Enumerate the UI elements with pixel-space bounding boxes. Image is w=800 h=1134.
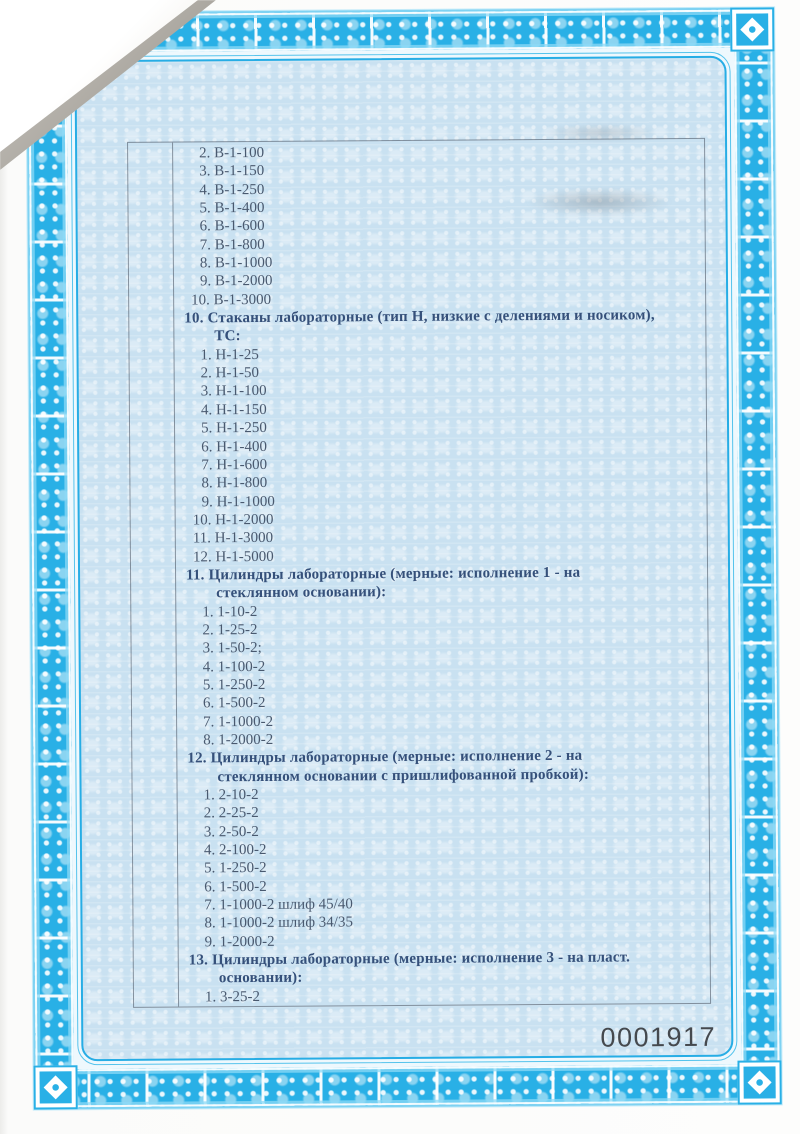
heading-line: 11. Цилиндры лабораторные (мерные: исполнение 1 - на	[186, 564, 581, 584]
list-item-line: 7. Н-1-600	[201, 456, 268, 474]
list-item-line: 12. Н-1-5000	[192, 548, 274, 566]
list-item-line: 1. Н-1-25	[200, 346, 259, 364]
list-item-line: 6. Н-1-400	[201, 438, 268, 455]
list-item-line: 4. 2-100-2	[203, 842, 267, 859]
ornament-corner-top-right-icon	[730, 7, 774, 51]
certificate-border-frame	[26, 7, 782, 1109]
heading-line: ТС:	[214, 328, 241, 345]
list-item-line: 8. 1-2000-2	[203, 731, 274, 749]
ornament-corner-bottom-right-icon	[737, 1060, 781, 1104]
list-item-line: 2. В-1-100	[199, 144, 265, 162]
list-item-line: 9. 1-2000-2	[204, 933, 275, 951]
list-item-line: 9. В-1-2000	[199, 273, 273, 290]
ornament-band-bottom	[36, 1064, 780, 1107]
list-item-line: 3. В-1-150	[199, 163, 265, 180]
list-item-line: 7. 1-1000-2 шлиф 45/40	[204, 896, 353, 914]
list-item-line: 6. 1-500-2	[202, 695, 266, 712]
list-item-line: 3. 1-50-2;	[202, 640, 262, 657]
list-item-line: 4. Н-1-150	[200, 401, 267, 419]
list-item-line: 8. 1-1000-2 шлиф 34/35	[204, 914, 354, 932]
list-item-line: 8. Н-1-800	[201, 475, 268, 492]
serial-number: 0001917	[600, 1021, 717, 1053]
list-item-line: 11. Н-1-3000	[192, 530, 274, 547]
list-item-line: 2. Н-1-50	[200, 365, 260, 382]
list-item-line: 4. 1-100-2	[202, 658, 266, 676]
list-item-line: 3. 2-50-2	[203, 823, 259, 841]
list-item-line: 3. Н-1-100	[200, 383, 267, 400]
heading-line: 12. Цилиндры лабораторные (мерные: исполнение 2 - на	[187, 748, 583, 767]
list-item-line: 1. 1-10-2	[202, 603, 258, 620]
ornament-band-right	[734, 9, 780, 1102]
table-left-column	[128, 143, 179, 1007]
ornament-corner-bottom-left-icon	[33, 1065, 77, 1109]
list-item-line: 10. В-1-3000	[191, 291, 272, 309]
list-item-line: 4. В-1-250	[199, 181, 265, 199]
list-item-line: 7. В-1-800	[199, 236, 265, 254]
list-item-line: 6. 1-500-2	[204, 878, 267, 896]
list-item-line: 8. В-1-1000	[199, 254, 273, 272]
list-item-line: 9. Н-1-1000	[201, 493, 275, 510]
heading-line: 13. Цилиндры лабораторные (мерные: исполнение 3 - на пласт.	[188, 949, 631, 969]
list-item-line: 6. В-1-600	[199, 218, 265, 235]
heading-line: основании):	[218, 970, 303, 987]
heading-line: стеклянном основании):	[216, 584, 387, 602]
list-item-line: 7. 1-1000-2	[203, 713, 274, 731]
list-item-line: 1. 2-10-2	[203, 787, 259, 804]
list-item-line: 2. 1-25-2	[202, 621, 258, 639]
heading-line: стеклянном основании с пришлифованной пробкой):	[217, 766, 590, 785]
list-item-line: 5. Н-1-250	[200, 420, 267, 437]
list-item-line: 5. В-1-400	[199, 199, 265, 217]
list-item-line: 2. 2-25-2	[203, 805, 259, 822]
list-item-line: 5. 1-250-2	[204, 860, 267, 877]
document-text	[173, 139, 710, 1007]
watermark-panel	[74, 56, 733, 1062]
content-table	[127, 138, 711, 1008]
list-item-line: 5. 1-250-2	[202, 676, 266, 694]
ornament-band-left	[28, 14, 74, 1107]
list-item-line: 1. 3-25-2	[204, 988, 261, 1006]
heading-line: 10. Стаканы лабораторные (тип Н, низкие с делениями и носиком),	[184, 307, 655, 327]
list-item-line: 10. Н-1-2000	[192, 511, 274, 529]
